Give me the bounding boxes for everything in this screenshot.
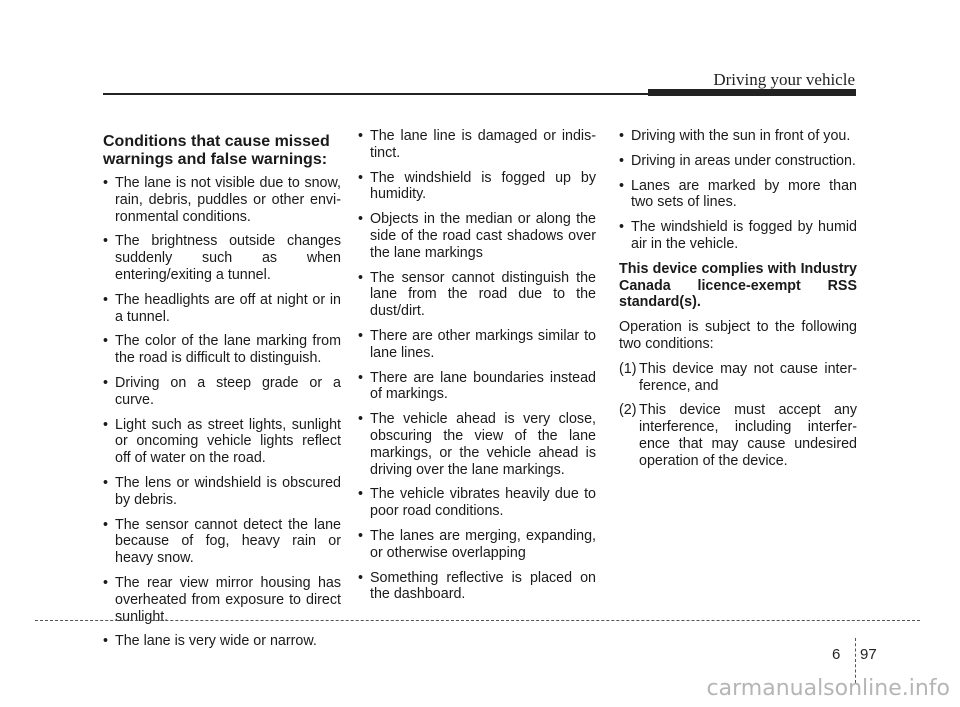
condition-text: This device must accept any interference, including interference that may cause undesired operation of the device. — [639, 402, 857, 469]
bullet-item: • The lens or windshield is obscured by debris. — [103, 475, 341, 509]
compliance-statement: This device complies with Industry Canada licence-exempt RSS standard(s). — [619, 260, 857, 311]
page-number: 97 — [860, 646, 877, 663]
condition-number: (1) — [619, 360, 637, 377]
footer-divider — [35, 620, 920, 621]
header-accent-bar — [648, 89, 856, 96]
condition-item — [619, 361, 857, 395]
column-3-bullets — [619, 128, 857, 253]
bullet-item: • The rear view mirror housing has overheated from exposure to direct sunlight. — [103, 575, 341, 625]
bullet-item: • Objects in the median or along the side of the road cast shadows over the lane markings — [358, 211, 596, 261]
bullet-item: • Driving on a steep grade or a curve. — [103, 375, 341, 409]
bullet-item: • The brightness outside changes suddenly such as when entering/exiting a tunnel. — [103, 233, 341, 283]
bullet-item: • Something reflective is placed on the dashboard. — [358, 570, 596, 604]
bullet-item: • The lane line is damaged or indistinct. — [358, 128, 596, 162]
bullet-item: • The windshield is fogged up by humidity. — [358, 170, 596, 204]
bullet-item: • There are other markings similar to lane lines. — [358, 328, 596, 362]
bullet-item: • Lanes are marked by more than two sets of lines. — [619, 178, 857, 212]
bullet-item: • The lane is very wide or narrow. — [103, 633, 341, 650]
section-title: Driving your vehicle — [713, 70, 855, 89]
column-3 — [619, 128, 857, 478]
operation-statement: Operation is subject to the following two conditions: — [619, 319, 857, 352]
column-1-bullets — [103, 175, 341, 650]
bullet-item: • The headlights are off at night or in a tunnel. — [103, 292, 341, 326]
bullet-item: • The vehicle ahead is very close, obscuring the view of the lane markings, or the vehicle ahead is driving over the lane markings. — [358, 411, 596, 478]
bullet-item: • The windshield is fogged by humid air in the vehicle. — [619, 219, 857, 253]
column-1 — [103, 133, 341, 658]
conditions-list — [619, 361, 857, 470]
bullet-item: • Driving in areas under construction. — [619, 153, 857, 170]
column-2-bullets — [358, 128, 596, 603]
bullet-item: • The sensor cannot detect the lane because of fog, heavy rain or heavy snow. — [103, 517, 341, 567]
chapter-number: 6 — [832, 646, 841, 663]
bullet-item: • The color of the lane marking from the road is difficult to distinguish. — [103, 333, 341, 367]
bullet-item: • Light such as street lights, sunlight or oncoming vehicle lights reflect off of water on the road. — [103, 417, 341, 467]
bullet-item: • The vehicle vibrates heavily due to poor road conditions. — [358, 486, 596, 520]
bullet-item: • The lanes are merging, expanding, or otherwise overlapping — [358, 528, 596, 562]
bullet-item: • The sensor cannot distinguish the lane from the road due to the dust/dirt. — [358, 270, 596, 320]
bullet-item: • The lane is not visible due to snow, rain, debris, puddles or other environmental conditions. — [103, 175, 341, 225]
column-2 — [358, 128, 596, 611]
bullet-item: • Driving with the sun in front of you. — [619, 128, 857, 145]
condition-text: This device may not cause interference, and — [639, 360, 857, 394]
condition-number: (2) — [619, 402, 637, 419]
bullet-item: • There are lane boundaries instead of markings. — [358, 370, 596, 404]
watermark: carmanualsonline.info — [706, 676, 950, 701]
conditions-heading: Conditions that cause missed warnings and false warnings: — [103, 133, 330, 168]
condition-item — [619, 402, 857, 469]
